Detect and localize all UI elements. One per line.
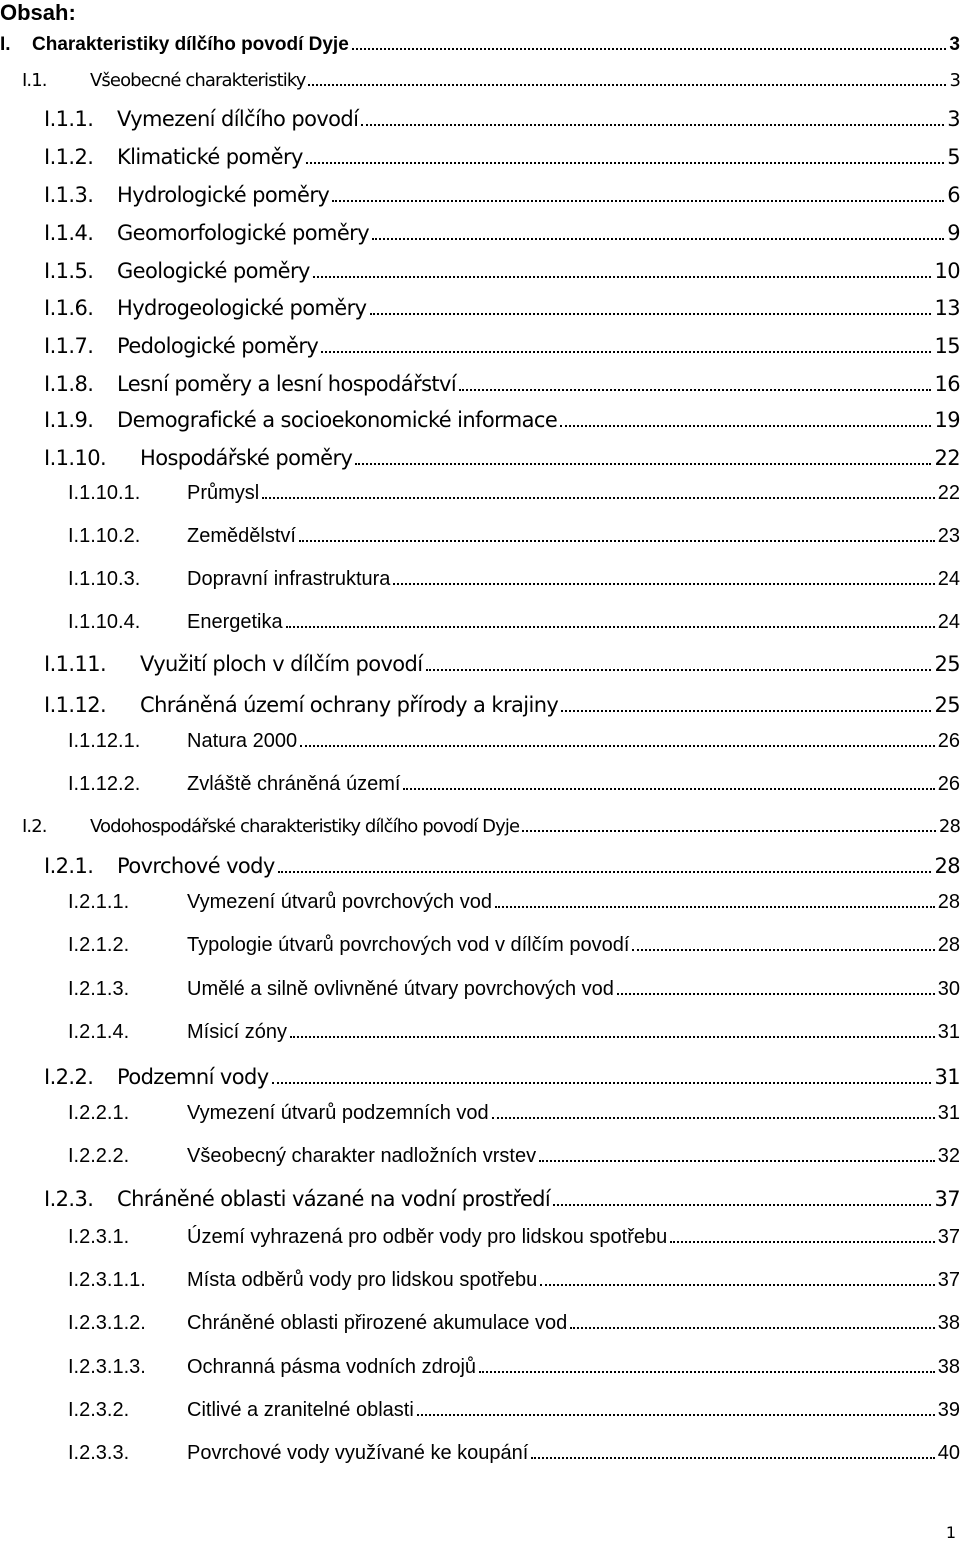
toc-dot-leader — [290, 1036, 935, 1038]
toc-entry-title: Hydrogeologické poměry — [117, 296, 367, 320]
toc-entry-title: Podzemní vody — [117, 1065, 269, 1089]
toc-entry-page: 5 — [947, 145, 960, 169]
toc-dot-leader — [617, 993, 935, 995]
toc-entry-number: I.1. — [22, 70, 47, 91]
toc-dot-leader — [272, 1082, 932, 1084]
toc-entry-page: 6 — [947, 183, 960, 207]
toc-entry[interactable] — [68, 1399, 960, 1422]
toc-entry-page: 28 — [934, 854, 960, 878]
toc-dot-leader — [670, 1241, 934, 1243]
toc-entry-number: I.1.6. — [44, 296, 94, 320]
toc-entry-number: I.2.3.1.2. — [68, 1312, 146, 1334]
toc-entry-number: I.1.2. — [44, 145, 94, 169]
toc-entry-page: 31 — [934, 1065, 960, 1089]
toc-dot-leader — [560, 425, 931, 427]
toc-entry[interactable] — [68, 1145, 960, 1168]
toc-entry-title: Všeobecný charakter nadložních vrstev — [187, 1145, 537, 1167]
toc-entry-number: I.2. — [22, 816, 47, 837]
toc-entry[interactable] — [44, 145, 960, 169]
toc-entry-title: Vymezení útvarů podzemních vod — [187, 1102, 489, 1124]
toc-entry-number: I.1.4. — [44, 221, 94, 245]
toc-entry[interactable] — [0, 34, 960, 60]
toc-dot-leader — [300, 745, 935, 747]
toc-entry-number: I.2.3.1.1. — [68, 1269, 146, 1291]
toc-entry-title: Místa odběrů vody pro lidskou spotřebu — [187, 1269, 538, 1291]
toc-entry-title: Dopravní infrastruktura — [187, 568, 391, 590]
toc-entry-title: Geologické poměry — [117, 259, 310, 283]
toc-entry[interactable] — [44, 296, 960, 320]
toc-entry[interactable] — [44, 693, 960, 717]
toc-entry[interactable] — [68, 482, 960, 505]
toc-entry-page: 25 — [934, 693, 960, 717]
toc-entry-page: 37 — [934, 1187, 960, 1211]
toc-entry-page: 24 — [937, 611, 960, 633]
toc-dot-leader — [372, 238, 944, 240]
toc-entry[interactable] — [44, 183, 960, 207]
toc-dot-leader — [321, 351, 931, 353]
toc-entry-number: I.1.9. — [44, 408, 94, 432]
toc-entry[interactable] — [44, 372, 960, 396]
toc-entry[interactable] — [68, 568, 960, 591]
toc-entry-title: Vymezení útvarů povrchových vod — [187, 891, 492, 913]
toc-entry-number: I.2.3.2. — [68, 1399, 130, 1421]
toc-dot-leader — [306, 162, 944, 164]
toc-entry-title: Zemědělství — [187, 525, 296, 547]
toc-entry-title: Charakteristiky dílčího povodí Dyje — [32, 34, 349, 55]
toc-dot-leader — [286, 626, 935, 628]
toc-entry-number: I.1.10.1. — [68, 482, 141, 504]
toc-entry[interactable] — [68, 1269, 960, 1292]
toc-entry-page: 13 — [934, 296, 960, 320]
toc-entry-number: I.2.3. — [44, 1187, 94, 1211]
toc-dot-leader — [313, 276, 932, 278]
toc-entry-number: I.2.2. — [44, 1065, 94, 1089]
toc-entry[interactable] — [44, 107, 960, 131]
toc-dot-leader — [417, 1414, 935, 1416]
toc-dot-leader — [332, 200, 944, 202]
toc-entry-title: Lesní poměry a lesní hospodářství — [117, 372, 457, 396]
toc-entry-page: 26 — [937, 730, 960, 752]
toc-dot-leader — [262, 497, 935, 499]
toc-entry[interactable] — [44, 408, 960, 432]
toc-entry[interactable] — [22, 70, 960, 91]
toc-entry-page: 3 — [949, 70, 960, 91]
toc-entry-number: I.1.12.1. — [68, 730, 141, 752]
toc-entry-page: 31 — [937, 1102, 960, 1124]
toc-dot-leader — [553, 1204, 931, 1206]
toc-entry-number: I.1.12. — [44, 693, 107, 717]
toc-entry-title: Všeobecné charakteristiky — [90, 70, 306, 91]
toc-entry-page: 19 — [934, 408, 960, 432]
toc-entry-number: I.1.3. — [44, 183, 94, 207]
toc-entry-page: 32 — [937, 1145, 960, 1167]
toc-entry-page: 30 — [937, 978, 960, 1000]
toc-dot-leader — [632, 949, 934, 951]
toc-entry-number: I.2.1.1. — [68, 891, 130, 913]
toc-entry[interactable] — [44, 854, 960, 878]
toc-dot-leader — [539, 1160, 935, 1162]
toc-entry-page: 38 — [937, 1356, 960, 1378]
toc-entry-title: Hydrologické poměry — [117, 183, 330, 207]
toc-entry-number: I. — [0, 34, 11, 55]
toc-entry-page: 37 — [937, 1269, 960, 1291]
toc-dot-leader — [561, 710, 931, 712]
toc-entry-title: Povrchové vody využívané ke koupání — [187, 1442, 529, 1464]
toc-entry-number: I.2.1.4. — [68, 1021, 130, 1043]
toc-entry-page: 28 — [938, 816, 960, 837]
toc-entry[interactable] — [44, 221, 960, 245]
toc-dot-leader — [370, 313, 932, 315]
toc-dot-leader — [299, 540, 935, 542]
toc-entry-page: 28 — [937, 891, 960, 913]
toc-entry-number: I.2.1. — [44, 854, 94, 878]
toc-dot-leader — [278, 871, 932, 873]
toc-entry-number: I.1.10.3. — [68, 568, 141, 590]
toc-dot-leader — [355, 463, 931, 465]
toc-entry-title: Pedologické poměry — [117, 334, 319, 358]
toc-entry-number: I.2.1.2. — [68, 934, 130, 956]
toc-entry-number: I.1.8. — [44, 372, 94, 396]
toc-entry-number: I.1.7. — [44, 334, 94, 358]
toc-entry[interactable] — [68, 934, 960, 957]
toc-dot-leader — [479, 1371, 935, 1373]
toc-entry-number: I.2.3.1.3. — [68, 1356, 146, 1378]
toc-entry-number: I.1.5. — [44, 259, 94, 283]
toc-entry[interactable] — [68, 1226, 960, 1249]
toc-entry[interactable] — [68, 1356, 960, 1379]
toc-entry-title: Vodohospodářské charakteristiky dílčího povodí Dyje — [90, 816, 520, 837]
toc-entry-number: I.1.1. — [44, 107, 94, 131]
toc-entry-title: Využití ploch v dílčím povodí — [140, 652, 423, 676]
toc-entry-page: 10 — [934, 259, 960, 283]
toc-entry[interactable] — [68, 1102, 960, 1125]
toc-dot-leader — [495, 906, 935, 908]
toc-entry-title: Umělé a silně ovlivněné útvary povrchových vod — [187, 978, 614, 1000]
toc-entry[interactable] — [44, 652, 960, 676]
toc-entry-title: Citlivé a zranitelné oblasti — [187, 1399, 414, 1421]
toc-entry-title: Klimatické poměry — [117, 145, 303, 169]
toc-entry[interactable] — [68, 1442, 960, 1465]
toc-dot-leader — [403, 788, 934, 790]
toc-dot-leader — [492, 1117, 935, 1119]
toc-entry-number: I.2.2.2. — [68, 1145, 130, 1167]
toc-entry-number: I.2.2.1. — [68, 1102, 130, 1124]
toc-entry-page: 37 — [937, 1226, 960, 1248]
toc-dot-leader — [522, 830, 936, 832]
toc-entry[interactable] — [68, 525, 960, 548]
toc-entry-page: 22 — [937, 482, 960, 504]
toc-entry[interactable] — [44, 1187, 960, 1211]
toc-entry-page: 31 — [937, 1021, 960, 1043]
toc-entry-page: 3 — [949, 34, 960, 55]
toc-dot-leader — [308, 84, 946, 86]
toc-entry-page: 16 — [934, 372, 960, 396]
toc-entry-title: Hospodářské poměry — [140, 446, 353, 470]
toc-entry-page: 25 — [934, 652, 960, 676]
toc-entry[interactable] — [68, 730, 960, 753]
toc-entry-page: 3 — [947, 107, 960, 131]
toc-entry-number: I.1.10.4. — [68, 611, 141, 633]
toc-dot-leader — [540, 1284, 935, 1286]
toc-entry-title: Chráněná území ochrany přírody a krajiny — [140, 693, 559, 717]
toc-entry-page: 38 — [937, 1312, 960, 1334]
page-title: Obsah: — [0, 0, 76, 25]
toc-entry[interactable] — [44, 259, 960, 283]
toc-entry[interactable] — [68, 891, 960, 914]
toc-entry-number: I.2.3.3. — [68, 1442, 130, 1464]
toc-entry-page: 24 — [937, 568, 960, 590]
toc-entry[interactable] — [68, 1312, 960, 1335]
toc-entry-number: I.2.3.1. — [68, 1226, 130, 1248]
toc-dot-leader — [393, 583, 934, 585]
toc-entry-number: I.1.12.2. — [68, 773, 141, 795]
toc-entry-title: Vymezení dílčího povodí — [117, 107, 359, 131]
toc-entry-page: 22 — [934, 446, 960, 470]
toc-entry[interactable] — [68, 1021, 960, 1044]
toc-entry-title: Energetika — [187, 611, 283, 633]
toc-entry-title: Průmysl — [187, 482, 260, 504]
toc-entry-page: 39 — [937, 1399, 960, 1421]
toc-entry[interactable] — [44, 1065, 960, 1089]
toc-entry-page: 26 — [937, 773, 960, 795]
toc-dot-leader — [426, 669, 932, 671]
toc-dot-leader — [531, 1457, 934, 1459]
toc-entry[interactable] — [68, 773, 960, 796]
toc-dot-leader — [570, 1327, 935, 1329]
toc-entry-number: I.1.10. — [44, 446, 107, 470]
toc-entry-page: 15 — [934, 334, 960, 358]
toc-entry[interactable] — [44, 334, 960, 358]
toc-entry-number: I.1.11. — [44, 652, 107, 676]
toc-entry-page: 23 — [937, 525, 960, 547]
toc-dot-leader — [352, 48, 947, 50]
toc-entry[interactable] — [22, 816, 960, 837]
toc-entry-title: Zvláště chráněná území — [187, 773, 401, 795]
toc-entry-title: Mísicí zóny — [187, 1021, 288, 1043]
toc-entry-title: Území vyhrazená pro odběr vody pro lidskou spotřebu — [187, 1226, 668, 1248]
toc-entry-title: Typologie útvarů povrchových vod v dílčím povodí — [187, 934, 630, 956]
toc-entry-title: Ochranná pásma vodních zdrojů — [187, 1356, 477, 1378]
toc-entry-title: Geomorfologické poměry — [117, 221, 370, 245]
toc-entry-page: 40 — [937, 1442, 960, 1464]
toc-entry-number: I.2.1.3. — [68, 978, 130, 1000]
toc-entry-title: Demografické a socioekonomické informace — [117, 408, 558, 432]
toc-entry[interactable] — [68, 978, 960, 1001]
toc-dot-leader — [361, 124, 944, 126]
toc-entry[interactable] — [68, 611, 960, 634]
toc-entry-title: Povrchové vody — [117, 854, 275, 878]
toc-entry-title: Natura 2000 — [187, 730, 298, 752]
toc-entry-title: Chráněné oblasti přirozené akumulace vod — [187, 1312, 568, 1334]
toc-entry-page: 9 — [947, 221, 960, 245]
toc-entry[interactable] — [44, 446, 960, 470]
page-number: 1 — [945, 1523, 956, 1542]
toc-entry-title: Chráněné oblasti vázané na vodní prostředí — [117, 1187, 551, 1211]
toc-entry-page: 28 — [937, 934, 960, 956]
toc-dot-leader — [459, 389, 931, 391]
toc-entry-number: I.1.10.2. — [68, 525, 141, 547]
